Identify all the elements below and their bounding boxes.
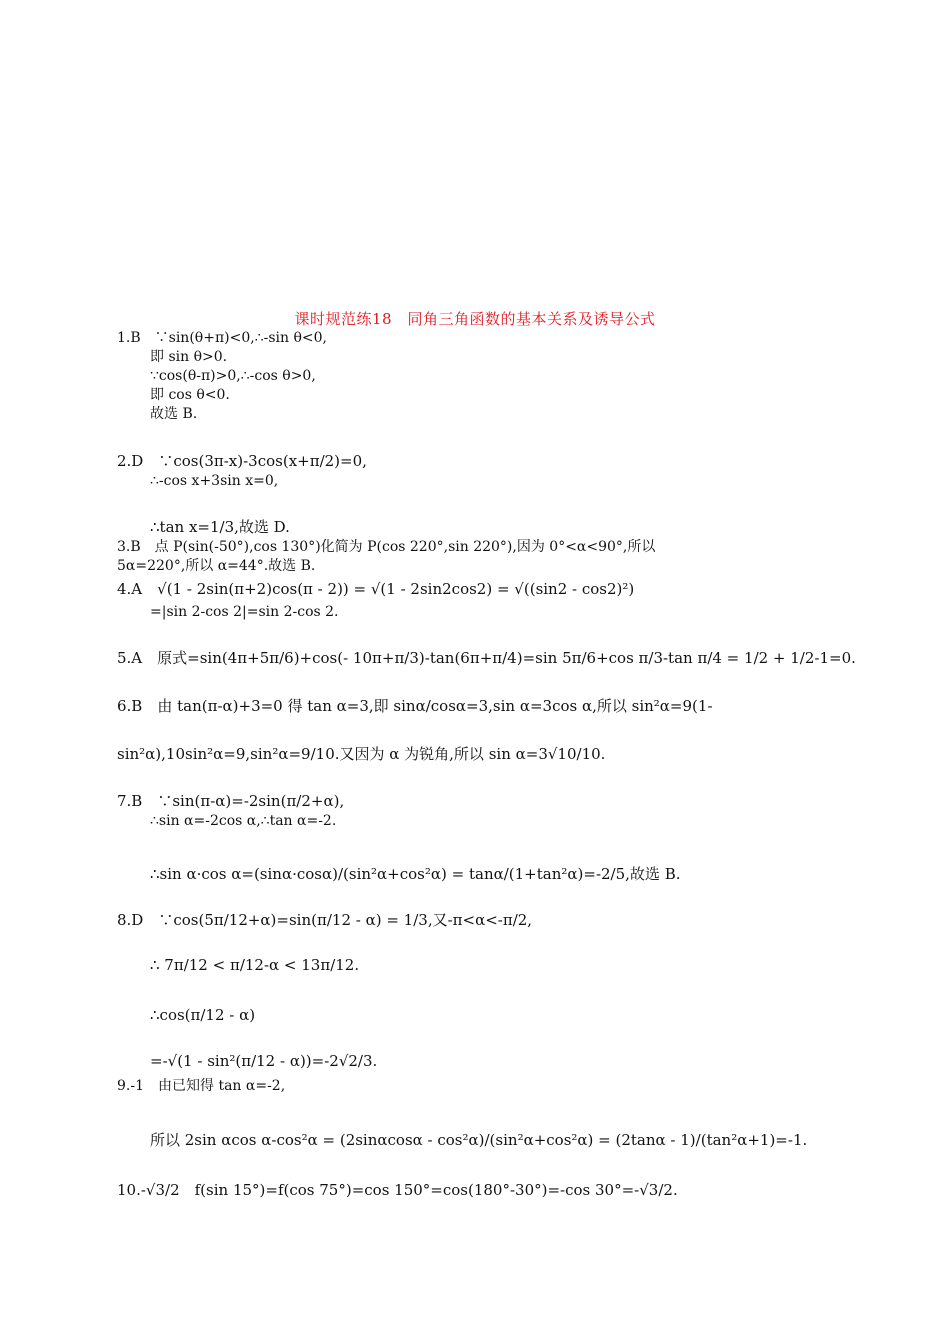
answer-line: 3.B 点 P(sin(-50°),cos 130°)化简为 P(cos 220°,sin 220°),因为 0°<α<90°,所以: [117, 539, 656, 555]
answer-line: sin²α),10sin²α=9,sin²α=9/10.又因为 α 为锐角,所以 sin α=3√10/10.: [117, 745, 606, 763]
answer-line: 4.A √(1 - 2sin(π+2)cos(π - 2)) = √(1 - 2sin2cos2) = √((sin2 - cos2)²): [117, 580, 635, 598]
answer-line: ∴tan x=1/3,故选 D.: [150, 518, 290, 536]
answer-line: 8.D ∵cos(5π/12+α)=sin(π/12 - α) = 1/3,又-π<α<-π/2,: [117, 911, 533, 929]
answer-line: ∴sin α=-2cos α,∴tan α=-2.: [150, 813, 337, 829]
answer-line: =-√(1 - sin²(π/12 - α))=-2√2/3.: [150, 1052, 378, 1070]
answer-line: ∵cos(θ-π)>0,∴-cos θ>0,: [150, 368, 316, 384]
answer-line: ∴ 7π/12 < π/12-α < 13π/12.: [150, 956, 360, 974]
answer-line: 6.B 由 tan(π-α)+3=0 得 tan α=3,即 sinα/cosα=3,sin α=3cos α,所以 sin²α=9(1-: [117, 697, 713, 715]
answer-line: 7.B ∵sin(π-α)=-2sin(π/2+α),: [117, 792, 345, 810]
answer-line: 5.A 原式=sin(4π+5π/6)+cos(- 10π+π/3)-tan(6π+π/4)=sin 5π/6+cos π/3-tan π/4 = 1/2 + 1/2-1=0.: [117, 649, 856, 667]
answer-line: 2.D ∵cos(3π-x)-3cos(x+π/2)=0,: [117, 452, 367, 470]
answer-line: 9.-1 由已知得 tan α=-2,: [117, 1078, 286, 1094]
answer-line: 5α=220°,所以 α=44°.故选 B.: [117, 558, 316, 574]
answer-line: 所以 2sin αcos α-cos²α = (2sinαcosα - cos²α)/(sin²α+cos²α) = (2tanα - 1)/(tan²α+1)=-1.: [150, 1131, 808, 1149]
answer-line: 即 cos θ<0.: [150, 387, 230, 403]
answer-line: 即 sin θ>0.: [150, 349, 228, 365]
answer-line: ∴-cos x+3sin x=0,: [150, 473, 279, 489]
answer-line: 1.B ∵sin(θ+π)<0,∴-sin θ<0,: [117, 330, 327, 346]
answer-line: ∴cos(π/12 - α): [150, 1006, 256, 1024]
answer-line: 故选 B.: [150, 406, 198, 422]
answer-line: ∴sin α·cos α=(sinα·cosα)/(sin²α+cos²α) = tanα/(1+tan²α)=-2/5,故选 B.: [150, 865, 681, 883]
answer-line: 10.-√3/2 f(sin 15°)=f(cos 75°)=cos 150°=cos(180°-30°)=-cos 30°=-√3/2.: [117, 1181, 678, 1199]
page-title: 课时规范练18 同角三角函数的基本关系及诱导公式: [294, 310, 656, 328]
answer-line: =|sin 2-cos 2|=sin 2-cos 2.: [150, 604, 339, 620]
